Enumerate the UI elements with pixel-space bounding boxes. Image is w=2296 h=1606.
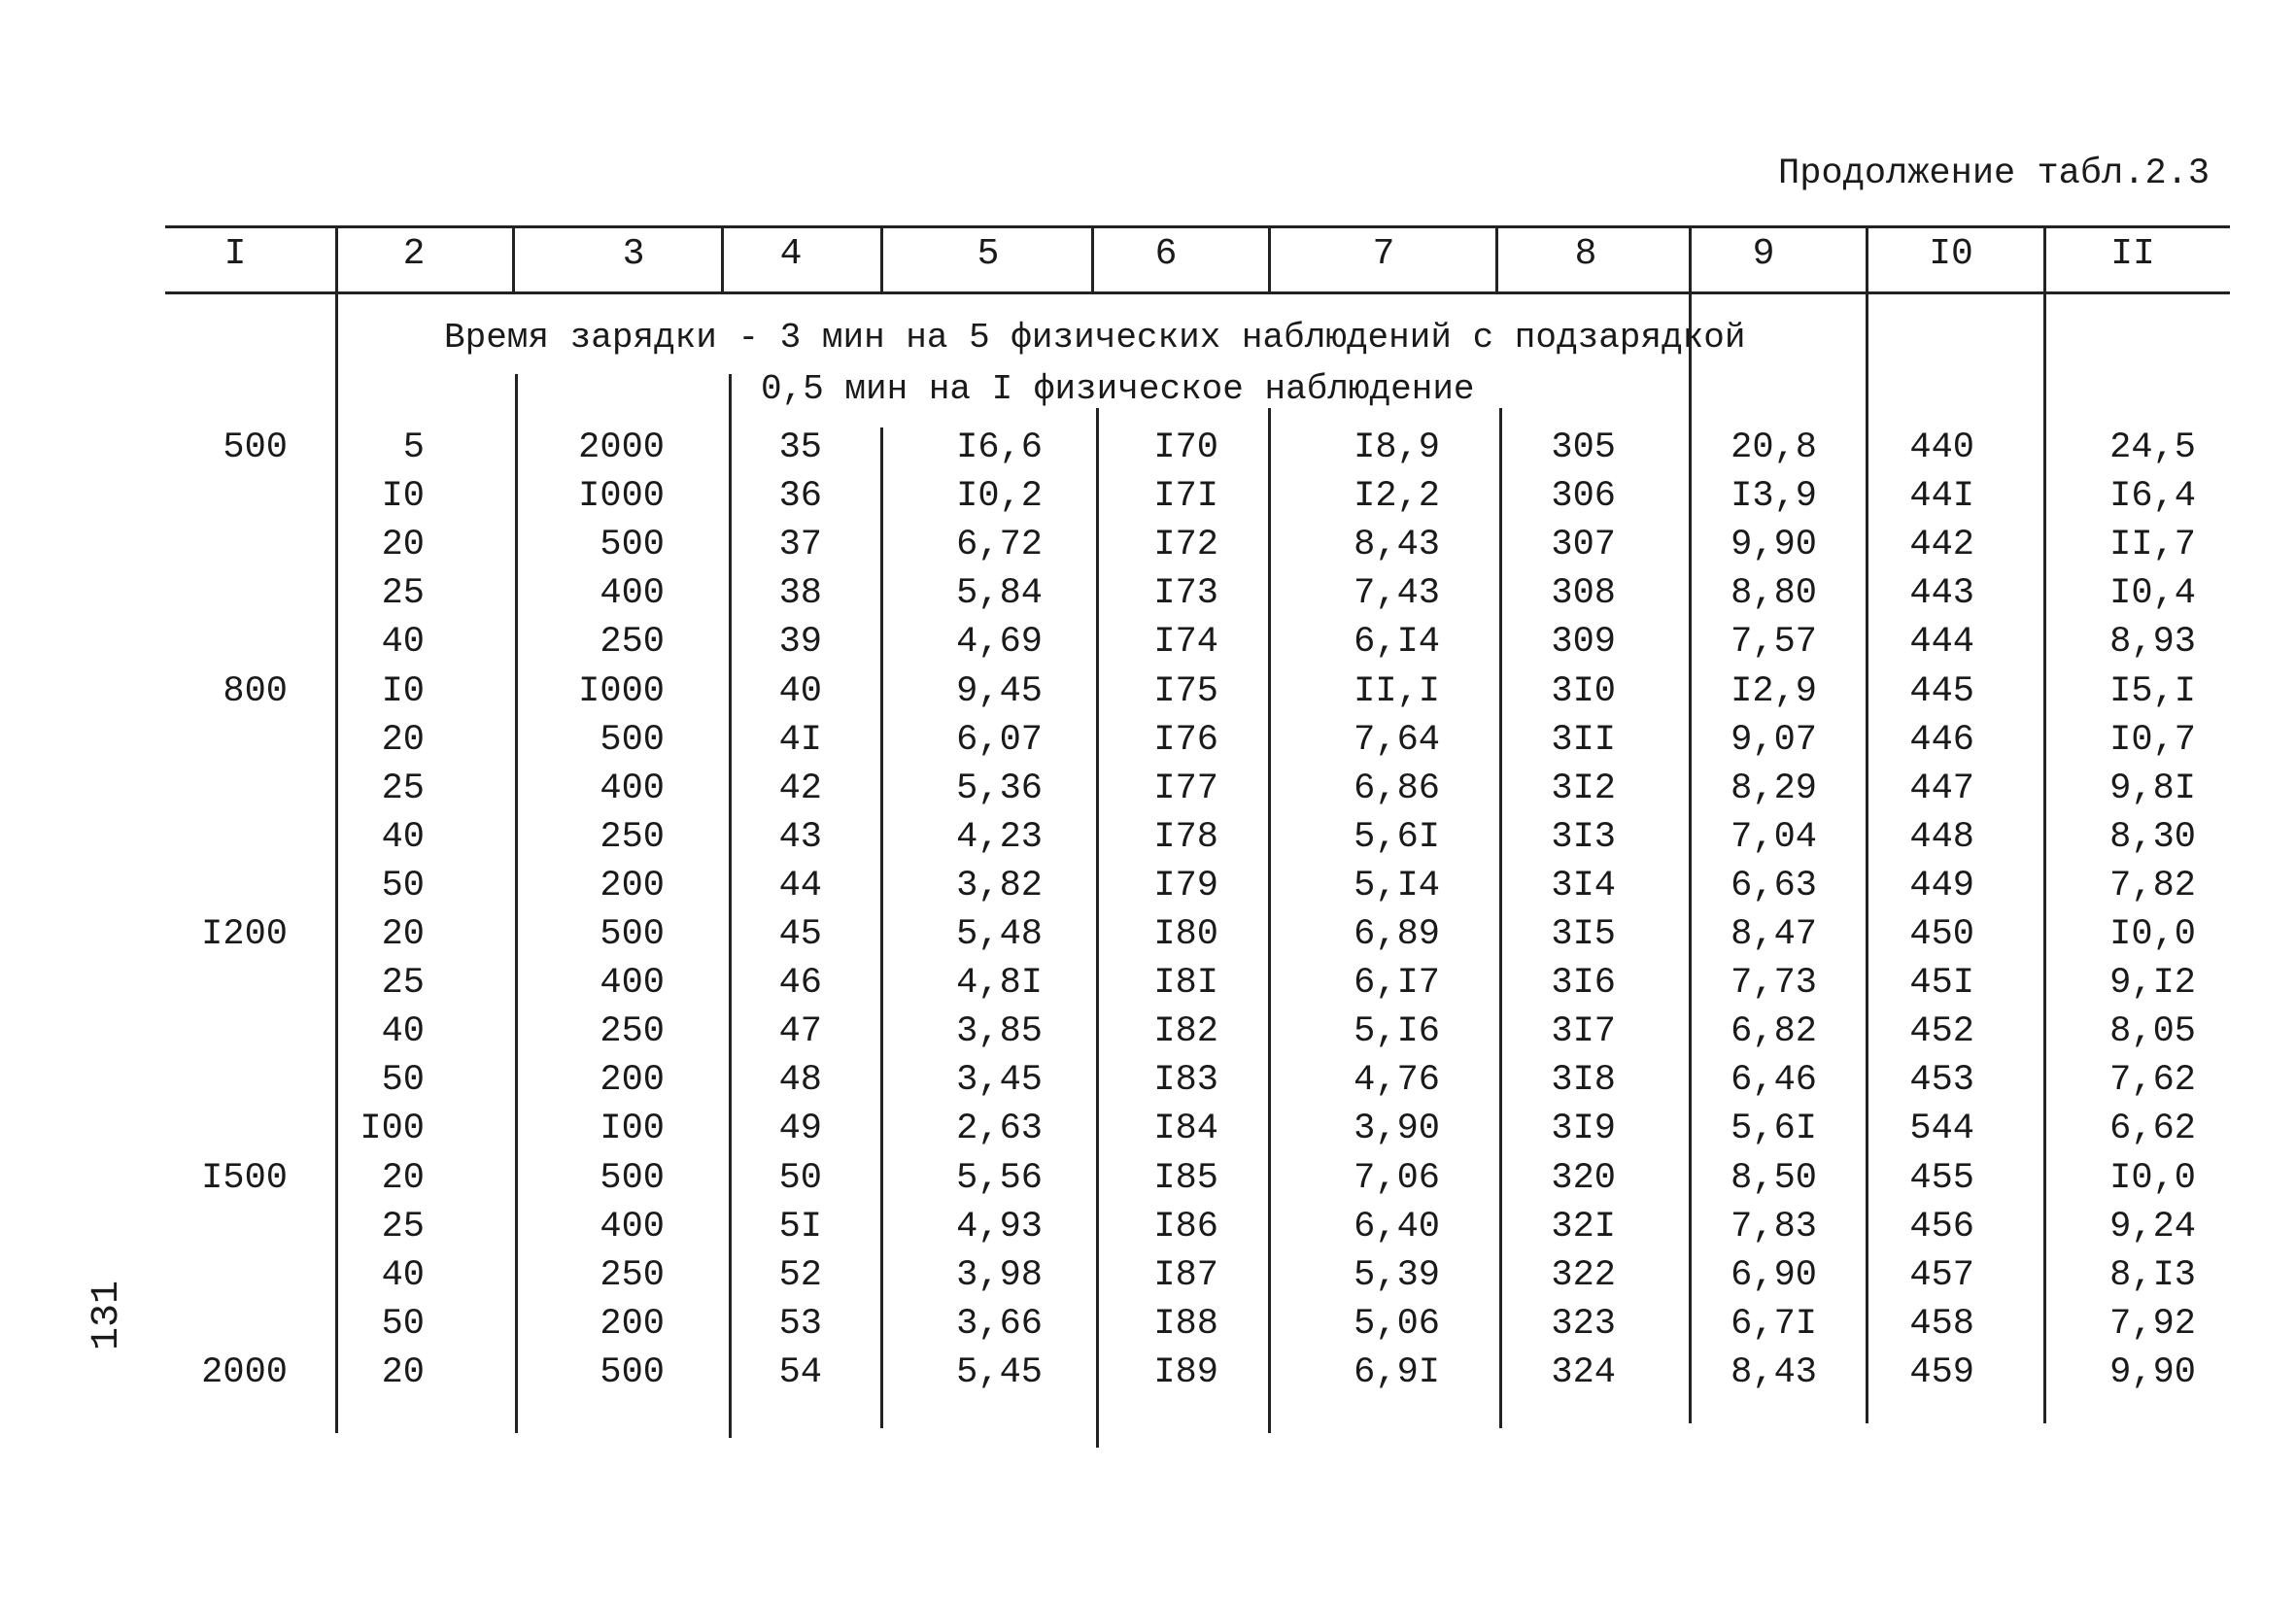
table-cell-col-4: 46	[778, 963, 822, 1005]
table-cell-col-10: 452	[1909, 1011, 1974, 1053]
header-cell-7: 7	[1372, 233, 1395, 275]
table-cell-col-9: 20,8	[1731, 427, 1817, 468]
table-cell-col-5: I6,6	[956, 427, 1043, 468]
table-cell-col-8: 305	[1551, 427, 1616, 468]
table-cell-col-9: 7,83	[1731, 1206, 1817, 1247]
table-cell-col-7: 4,76	[1354, 1060, 1440, 1102]
table-cell-col-2: I0	[381, 670, 425, 712]
table-cell-col-11: 8,30	[2109, 816, 2196, 858]
table-cell-col-6: I75	[1153, 670, 1218, 712]
table-cell-col-3: 2000	[578, 427, 665, 468]
table-cell-col-9: 6,46	[1731, 1060, 1817, 1102]
table-cell-col-7: 5,06	[1354, 1303, 1440, 1345]
table-cell-col-3: 400	[600, 1206, 665, 1247]
table-cell-col-1: I200	[201, 914, 288, 955]
table-cell-col-11: 9,24	[2109, 1206, 2196, 1247]
table-cell-col-4: 5I	[778, 1206, 822, 1247]
table-cell-col-11: 7,82	[2109, 865, 2196, 906]
table-cell-col-3: I000	[578, 476, 665, 518]
table-cell-col-5: 4,93	[956, 1206, 1043, 1247]
table-cell-col-10: 544	[1909, 1109, 1974, 1150]
table-cell-col-1: 800	[223, 670, 288, 712]
table-cell-col-7: 6,I7	[1354, 963, 1440, 1005]
table-cell-col-2: 25	[381, 573, 425, 615]
table-cell-col-6: I87	[1153, 1254, 1218, 1296]
table-cell-col-7: II,I	[1354, 670, 1440, 712]
table-cell-col-5: 2,63	[956, 1109, 1043, 1150]
table-cell-col-5: 5,48	[956, 914, 1043, 955]
table-cell-col-4: 43	[778, 816, 822, 858]
column-divider	[721, 225, 724, 291]
table-cell-col-5: 3,66	[956, 1303, 1043, 1345]
table-cell-col-7: 7,06	[1354, 1157, 1440, 1199]
table-cell-col-6: I88	[1153, 1303, 1218, 1345]
table-cell-col-2: 20	[381, 525, 425, 566]
table-cell-col-10: 458	[1909, 1303, 1974, 1345]
table-cell-col-2: 50	[381, 1060, 425, 1102]
table-cell-col-10: 448	[1909, 816, 1974, 858]
table-cell-col-9: 6,82	[1731, 1011, 1817, 1053]
table-cell-col-10: 443	[1909, 573, 1974, 615]
table-cell-col-3: 500	[600, 914, 665, 955]
table-cell-col-7: 6,89	[1354, 914, 1440, 955]
table-cell-col-8: 3I7	[1551, 1011, 1616, 1053]
table-cell-col-7: 5,I6	[1354, 1011, 1440, 1053]
table-cell-col-4: 49	[778, 1109, 822, 1150]
table-cell-col-6: I74	[1153, 622, 1218, 664]
table-cell-col-10: 440	[1909, 427, 1974, 468]
table-cell-col-7: 6,9I	[1354, 1351, 1440, 1393]
table-cell-col-1: 500	[223, 427, 288, 468]
table-cell-col-4: 50	[778, 1157, 822, 1199]
table-cell-col-2: 20	[381, 1157, 425, 1199]
table-cell-col-2: 40	[381, 1254, 425, 1296]
page-number: 131	[86, 1280, 129, 1350]
table-cell-col-3: 250	[600, 622, 665, 664]
table-cell-col-2: 40	[381, 622, 425, 664]
table-cell-col-9: 9,07	[1731, 719, 1817, 761]
table-cell-col-4: 53	[778, 1303, 822, 1345]
table-cell-col-8: 306	[1551, 476, 1616, 518]
table-cell-col-8: 3I9	[1551, 1109, 1616, 1150]
table-cell-col-4: 45	[778, 914, 822, 955]
header-cell-2: 2	[402, 233, 426, 275]
table-cell-col-2: 20	[381, 914, 425, 955]
table-cell-col-5: 4,8I	[956, 963, 1043, 1005]
table-cell-col-7: I2,2	[1354, 476, 1440, 518]
table-cell-col-7: 8,43	[1354, 525, 1440, 566]
table-cell-col-9: 6,7I	[1731, 1303, 1817, 1345]
table-cell-col-6: I73	[1153, 573, 1218, 615]
table-cell-col-6: I72	[1153, 525, 1218, 566]
table-cell-col-3: 200	[600, 1060, 665, 1102]
table-cell-col-5: 3,98	[956, 1254, 1043, 1296]
column-divider	[1495, 225, 1498, 291]
table-cell-col-11: I0,4	[2109, 573, 2196, 615]
table-cell-col-9: 8,80	[1731, 573, 1817, 615]
table-cell-col-7: 3,90	[1354, 1109, 1440, 1150]
table-cell-col-7: I8,9	[1354, 427, 1440, 468]
table-cell-col-8: 309	[1551, 622, 1616, 664]
table-cell-col-10: 456	[1909, 1206, 1974, 1247]
table-cell-col-10: 447	[1909, 768, 1974, 809]
table-cell-col-3: I00	[600, 1109, 665, 1150]
table-cell-col-8: 3I6	[1551, 963, 1616, 1005]
table-cell-col-11: 8,93	[2109, 622, 2196, 664]
table-cell-col-10: 442	[1909, 525, 1974, 566]
table-cell-col-10: 453	[1909, 1060, 1974, 1102]
table-cell-col-5: 3,85	[956, 1011, 1043, 1053]
table-cell-col-10: 449	[1909, 865, 1974, 906]
table-cell-col-6: I7I	[1153, 476, 1218, 518]
table-cell-col-11: II,7	[2109, 525, 2196, 566]
table-cell-col-2: 5	[402, 427, 425, 468]
table-cell-col-3: 500	[600, 1351, 665, 1393]
table-cell-col-6: I80	[1153, 914, 1218, 955]
table-cell-col-2: I0	[381, 476, 425, 518]
table-cell-col-5: 5,56	[956, 1157, 1043, 1199]
table-cell-col-7: 7,64	[1354, 719, 1440, 761]
table-cell-col-3: 400	[600, 573, 665, 615]
table-cell-col-2: 40	[381, 1011, 425, 1053]
table-cell-col-6: I78	[1153, 816, 1218, 858]
header-cell-3: 3	[622, 233, 645, 275]
header-cell-11: II	[2110, 233, 2155, 275]
table-cell-col-4: 42	[778, 768, 822, 809]
table-cell-col-3: 250	[600, 1254, 665, 1296]
table-cell-col-5: 4,23	[956, 816, 1043, 858]
table-cell-col-9: 7,04	[1731, 816, 1817, 858]
section-note-line2: 0,5 мин на I физическое наблюдение	[761, 369, 1475, 409]
table-cell-col-3: 200	[600, 1303, 665, 1345]
table-cell-col-9: I2,9	[1731, 670, 1817, 712]
table-cell-col-4: 37	[778, 525, 822, 566]
table-cell-col-4: 35	[778, 427, 822, 468]
table-cell-col-2: 20	[381, 1351, 425, 1393]
table-cell-col-2: 25	[381, 768, 425, 809]
table-cell-col-9: 6,90	[1731, 1254, 1817, 1296]
table-cell-col-8: 3I4	[1551, 865, 1616, 906]
table-cell-col-8: 320	[1551, 1157, 1616, 1199]
table-cell-col-6: I89	[1153, 1351, 1218, 1393]
table-cell-col-7: 7,43	[1354, 573, 1440, 615]
table-cell-col-1: I500	[201, 1157, 288, 1199]
table-cell-col-4: 39	[778, 622, 822, 664]
table-cell-col-10: 45I	[1909, 963, 1974, 1005]
table-cell-col-3: 500	[600, 525, 665, 566]
table-cell-col-6: I83	[1153, 1060, 1218, 1102]
table-cell-col-6: I82	[1153, 1011, 1218, 1053]
header-cell-6: 6	[1154, 233, 1178, 275]
table-cell-col-7: 6,86	[1354, 768, 1440, 809]
table-cell-col-4: 44	[778, 865, 822, 906]
table-cell-col-9: 6,63	[1731, 865, 1817, 906]
table-cell-col-6: I79	[1153, 865, 1218, 906]
table-cell-col-3: 400	[600, 963, 665, 1005]
table-cell-col-5: 5,45	[956, 1351, 1043, 1393]
table-cell-col-11: 9,8I	[2109, 768, 2196, 809]
table-cell-col-11: I0,0	[2109, 914, 2196, 955]
table-cell-col-4: 54	[778, 1351, 822, 1393]
header-cell-4: 4	[779, 233, 803, 275]
table-cell-col-6: I70	[1153, 427, 1218, 468]
table-cell-col-2: 25	[381, 963, 425, 1005]
table-cell-col-11: 8,I3	[2109, 1254, 2196, 1296]
column-divider	[880, 225, 883, 291]
table-cell-col-7: 6,40	[1354, 1206, 1440, 1247]
table-cell-col-8: 323	[1551, 1303, 1616, 1345]
table-cell-col-3: I000	[578, 670, 665, 712]
table-cell-col-8: 3I0	[1551, 670, 1616, 712]
table-cell-col-6: I85	[1153, 1157, 1218, 1199]
table-cell-col-5: 6,07	[956, 719, 1043, 761]
table-cell-col-9: 7,73	[1731, 963, 1817, 1005]
table-cell-col-2: 40	[381, 816, 425, 858]
table-cell-col-9: 8,50	[1731, 1157, 1817, 1199]
table-cell-col-3: 500	[600, 1157, 665, 1199]
table-cell-col-8: 3I5	[1551, 914, 1616, 955]
header-cell-10: I0	[1929, 233, 1973, 275]
table-cell-col-10: 445	[1909, 670, 1974, 712]
table-cell-col-2: I00	[360, 1109, 425, 1150]
table-cell-col-6: I76	[1153, 719, 1218, 761]
table-cell-col-5: I0,2	[956, 476, 1043, 518]
table-cell-col-5: 6,72	[956, 525, 1043, 566]
table-cell-col-8: 324	[1551, 1351, 1616, 1393]
table-cell-col-3: 200	[600, 865, 665, 906]
table-cell-col-5: 4,69	[956, 622, 1043, 664]
header-cell-1: I	[223, 233, 247, 275]
header-cell-9: 9	[1752, 233, 1775, 275]
table-cell-col-10: 450	[1909, 914, 1974, 955]
table-cell-col-10: 446	[1909, 719, 1974, 761]
table-cell-col-11: 6,62	[2109, 1109, 2196, 1150]
table-cell-col-6: I86	[1153, 1206, 1218, 1247]
table-cell-col-3: 500	[600, 719, 665, 761]
table-cell-col-8: 3I8	[1551, 1060, 1616, 1102]
table-cell-col-11: 7,62	[2109, 1060, 2196, 1102]
table-cell-col-9: 8,47	[1731, 914, 1817, 955]
table-cell-col-11: 9,90	[2109, 1351, 2196, 1393]
header-cell-8: 8	[1574, 233, 1597, 275]
column-divider	[1091, 225, 1094, 291]
table-cell-col-9: 9,90	[1731, 525, 1817, 566]
table-cell-col-5: 5,36	[956, 768, 1043, 809]
table-cell-col-2: 50	[381, 1303, 425, 1345]
table-cell-col-4: 48	[778, 1060, 822, 1102]
column-divider	[1268, 225, 1271, 291]
table-caption: Продолжение табл.2.3	[1778, 154, 2210, 194]
table-cell-col-7: 6,I4	[1354, 622, 1440, 664]
table-cell-col-8: 322	[1551, 1254, 1616, 1296]
table-cell-col-5: 9,45	[956, 670, 1043, 712]
table-cell-col-5: 3,82	[956, 865, 1043, 906]
table-cell-col-10: 455	[1909, 1157, 1974, 1199]
table-cell-col-9: 5,6I	[1731, 1109, 1817, 1150]
table-cell-col-2: 25	[381, 1206, 425, 1247]
header-bottom-rule	[165, 291, 2230, 294]
section-note-line1: Время зарядки - 3 мин на 5 физических наблюдений с подзарядкой	[444, 318, 1746, 358]
table-cell-col-4: 47	[778, 1011, 822, 1053]
table-cell-col-8: 308	[1551, 573, 1616, 615]
table-cell-col-4: 38	[778, 573, 822, 615]
table-cell-col-11: I6,4	[2109, 476, 2196, 518]
table-cell-col-2: 20	[381, 719, 425, 761]
table-cell-col-8: 32I	[1551, 1206, 1616, 1247]
table-cell-col-7: 5,6I	[1354, 816, 1440, 858]
table-cell-col-6: I8I	[1153, 963, 1218, 1005]
table-cell-col-3: 250	[600, 1011, 665, 1053]
table-cell-col-1: 2000	[201, 1351, 288, 1393]
table-cell-col-9: 8,29	[1731, 768, 1817, 809]
table-cell-col-3: 250	[600, 816, 665, 858]
table-cell-col-4: 36	[778, 476, 822, 518]
table-cell-col-11: 24,5	[2109, 427, 2196, 468]
table-cell-col-6: I77	[1153, 768, 1218, 809]
column-divider	[512, 225, 515, 291]
table-cell-col-10: 457	[1909, 1254, 1974, 1296]
table-cell-col-8: 3I2	[1551, 768, 1616, 809]
table-cell-col-9: 7,57	[1731, 622, 1817, 664]
table-cell-col-11: I0,7	[2109, 719, 2196, 761]
table-cell-col-5: 5,84	[956, 573, 1043, 615]
table-cell-col-8: 307	[1551, 525, 1616, 566]
header-cell-5: 5	[977, 233, 1000, 275]
table-cell-col-7: 5,39	[1354, 1254, 1440, 1296]
table-cell-col-10: 44I	[1909, 476, 1974, 518]
table-cell-col-11: 9,I2	[2109, 963, 2196, 1005]
table-cell-col-10: 459	[1909, 1351, 1974, 1393]
table-cell-col-3: 400	[600, 768, 665, 809]
table-cell-col-11: 7,92	[2109, 1303, 2196, 1345]
table-cell-col-11: I0,0	[2109, 1157, 2196, 1199]
table-cell-col-9: I3,9	[1731, 476, 1817, 518]
header-top-rule	[165, 225, 2230, 228]
table-cell-col-4: 4I	[778, 719, 822, 761]
table-cell-col-8: 3II	[1551, 719, 1616, 761]
table-cell-col-4: 52	[778, 1254, 822, 1296]
table-cell-col-8: 3I3	[1551, 816, 1616, 858]
table-cell-col-5: 3,45	[956, 1060, 1043, 1102]
table-cell-col-11: I5,I	[2109, 670, 2196, 712]
table-cell-col-10: 444	[1909, 622, 1974, 664]
table-cell-col-11: 8,05	[2109, 1011, 2196, 1053]
table-cell-col-9: 8,43	[1731, 1351, 1817, 1393]
table-cell-col-2: 50	[381, 865, 425, 906]
table-cell-col-7: 5,I4	[1354, 865, 1440, 906]
table-cell-col-4: 40	[778, 670, 822, 712]
table-cell-col-6: I84	[1153, 1109, 1218, 1150]
